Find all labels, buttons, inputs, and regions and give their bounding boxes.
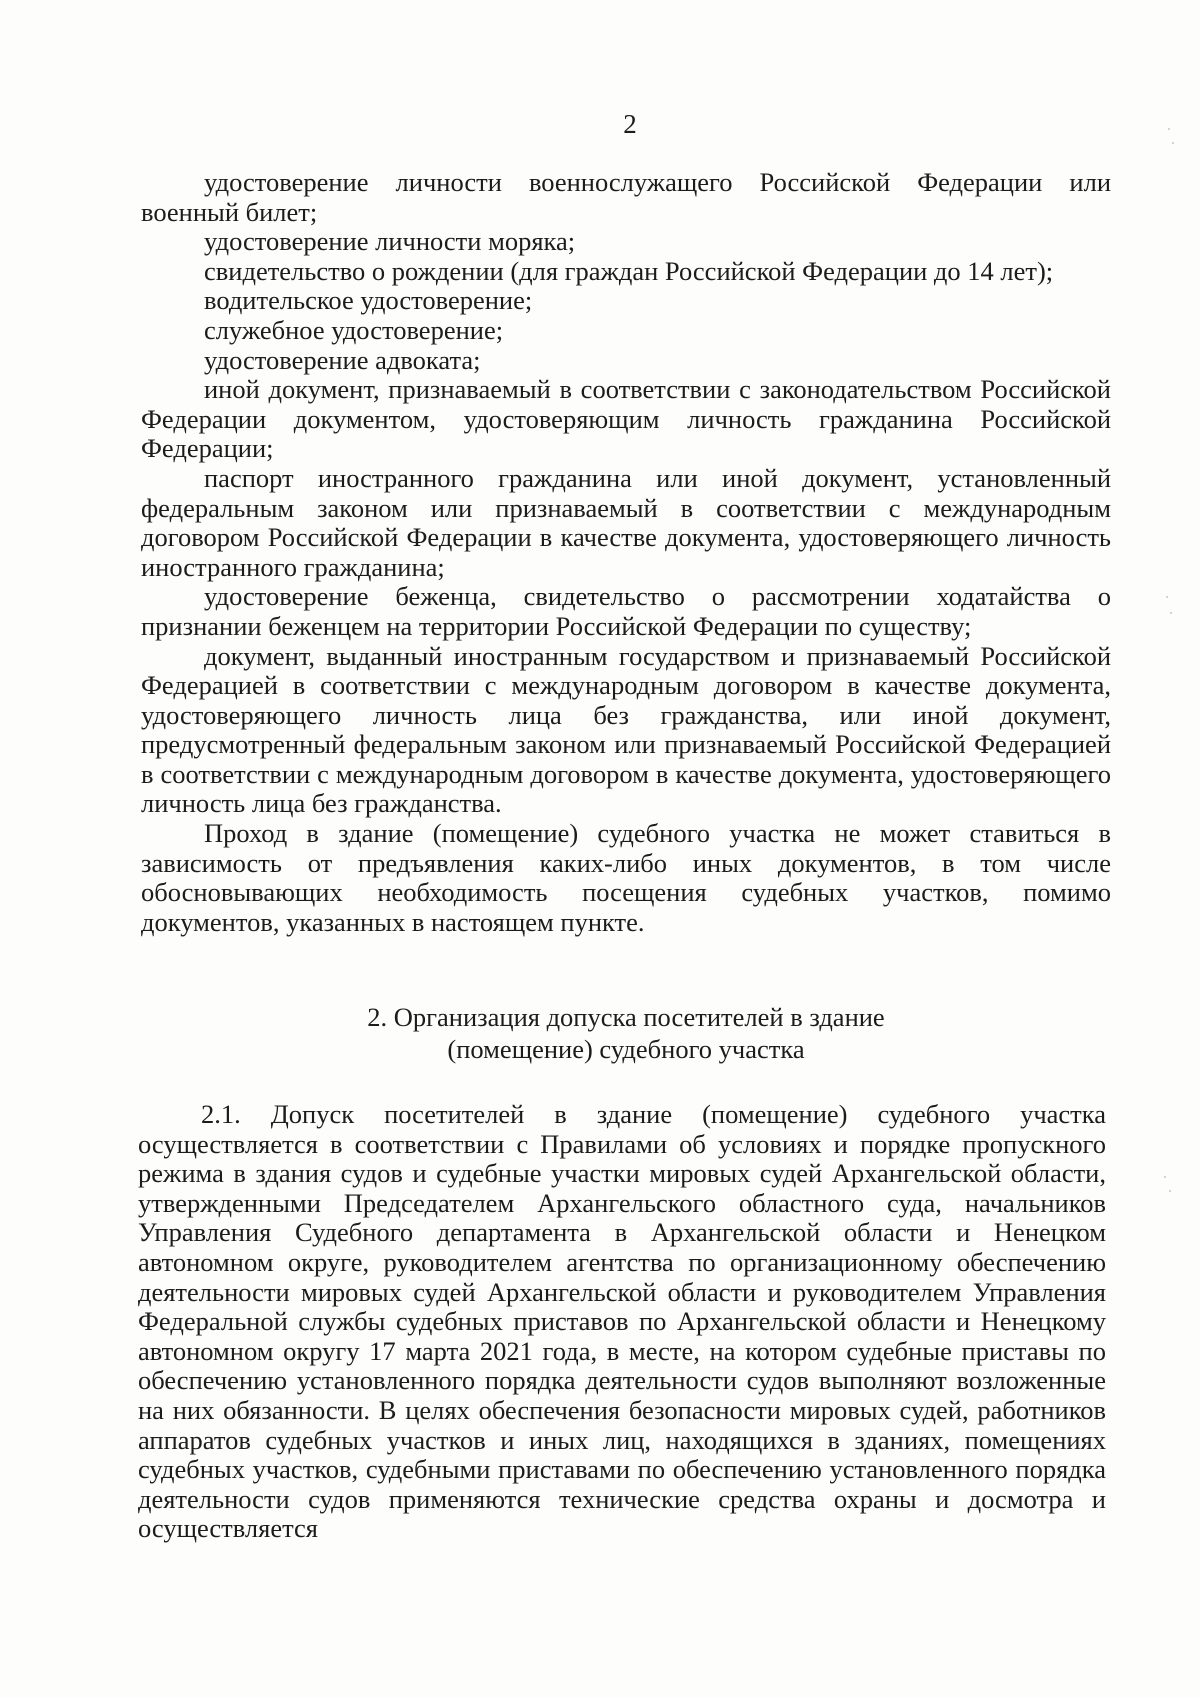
paragraph-2-1: 2.1. Допуск посетителей в здание (помещение) судебного участка осуществляется в соответствии с Правилами об условиях и порядке пропускного режима в здания судов и судебные участки мировых судей Архангельской области, утвержденными Председателем Архангельского областного суда, начальников Управления Судебного департамента в Архангельской области и Ненецком автономном округе, руководителем агентства по организационному обеспечению деятельности мировых судей Архангельской области и руководителем Управления Федеральной службы судебных приставов по Архангельской области и Ненецкому автономном округу 17 марта 2021 года, в месте, на котором судебные приставы по обеспечению установленного порядка деятельности судов выполняют возложенные на них обязанности. В целях обеспечения безопасности мировых судей, работников аппаратов судебных участков и иных лиц, находящихся в зданиях, помещениях судебных участков, судебными приставами по обеспечению установленного порядка деятельности судов применяются технические средства охраны и досмотра и осуществляется	[138, 1099, 1106, 1544]
paragraph-entry-conditions: Проход в здание (помещение) судебного участка не может ставиться в зависимость от предъявления каких-либо иных документов, в том числе обосновывающих необходимость посещения судебных участков, помимо документов, указанных в настоящем пункте.	[141, 818, 1111, 937]
scan-speck	[1172, 142, 1174, 144]
paragraph-military-id: удостоверение личности военнослужащего Российской Федерации или военный билет;	[141, 167, 1111, 227]
scan-speck	[1166, 596, 1168, 598]
paragraph-driver-license: водительское удостоверение;	[204, 285, 533, 316]
paragraph-lawyer-id: удостоверение адвоката;	[204, 344, 481, 375]
paragraph-stateless-document: документ, выданный иностранным государством и признаваемый Российской Федерацией в соответствии с международным договором в качестве документа, удостоверяющего личность лица без гражданства, или иной документ, предусмотренный федеральным законом или признаваемый Российской Федерацией в соответствии с международным договором в качестве документа, удостоверяющего личность лица без гражданства.	[141, 640, 1111, 819]
scan-speck	[1168, 128, 1170, 130]
paragraph-foreign-passport: паспорт иностранного гражданина или иной документ, установленный федеральным законом или признаваемый в соответствии с международным договором Российской Федерации в качестве документа, удостоверяющего личность иностранного гражданина;	[141, 462, 1111, 582]
paragraph-refugee-id: удостоверение беженца, свидетельство о рассмотрении ходатайства о признании беженцем на территории Российской Федерации по существу;	[141, 581, 1111, 641]
document-body-top	[141, 168, 1111, 937]
section-heading-line-2: (помещение) судебного участка	[447, 1034, 805, 1064]
scan-speck	[1170, 612, 1172, 614]
paragraph-birth-certificate: свидетельство о рождении (для граждан Российской Федерации до 14 лет);	[204, 255, 1054, 286]
paragraph-other-document: иной документ, признаваемый в соответствии с законодательством Российской Федерации документом, удостоверяющим личность гражданина Российской Федерации;	[141, 374, 1111, 464]
scan-speck	[1169, 1190, 1171, 1192]
scan-speck	[1164, 1176, 1166, 1178]
page-number: 2	[623, 109, 637, 139]
section-heading-line-1: 2. Организация допуска посетителей в здание	[367, 1002, 885, 1032]
paragraph-service-id: служебное удостоверение;	[204, 314, 504, 345]
document-body-bottom	[138, 1100, 1106, 1544]
section-heading	[141, 1001, 1111, 1065]
paragraph-seaman-id: удостоверение личности моряка;	[204, 226, 576, 257]
